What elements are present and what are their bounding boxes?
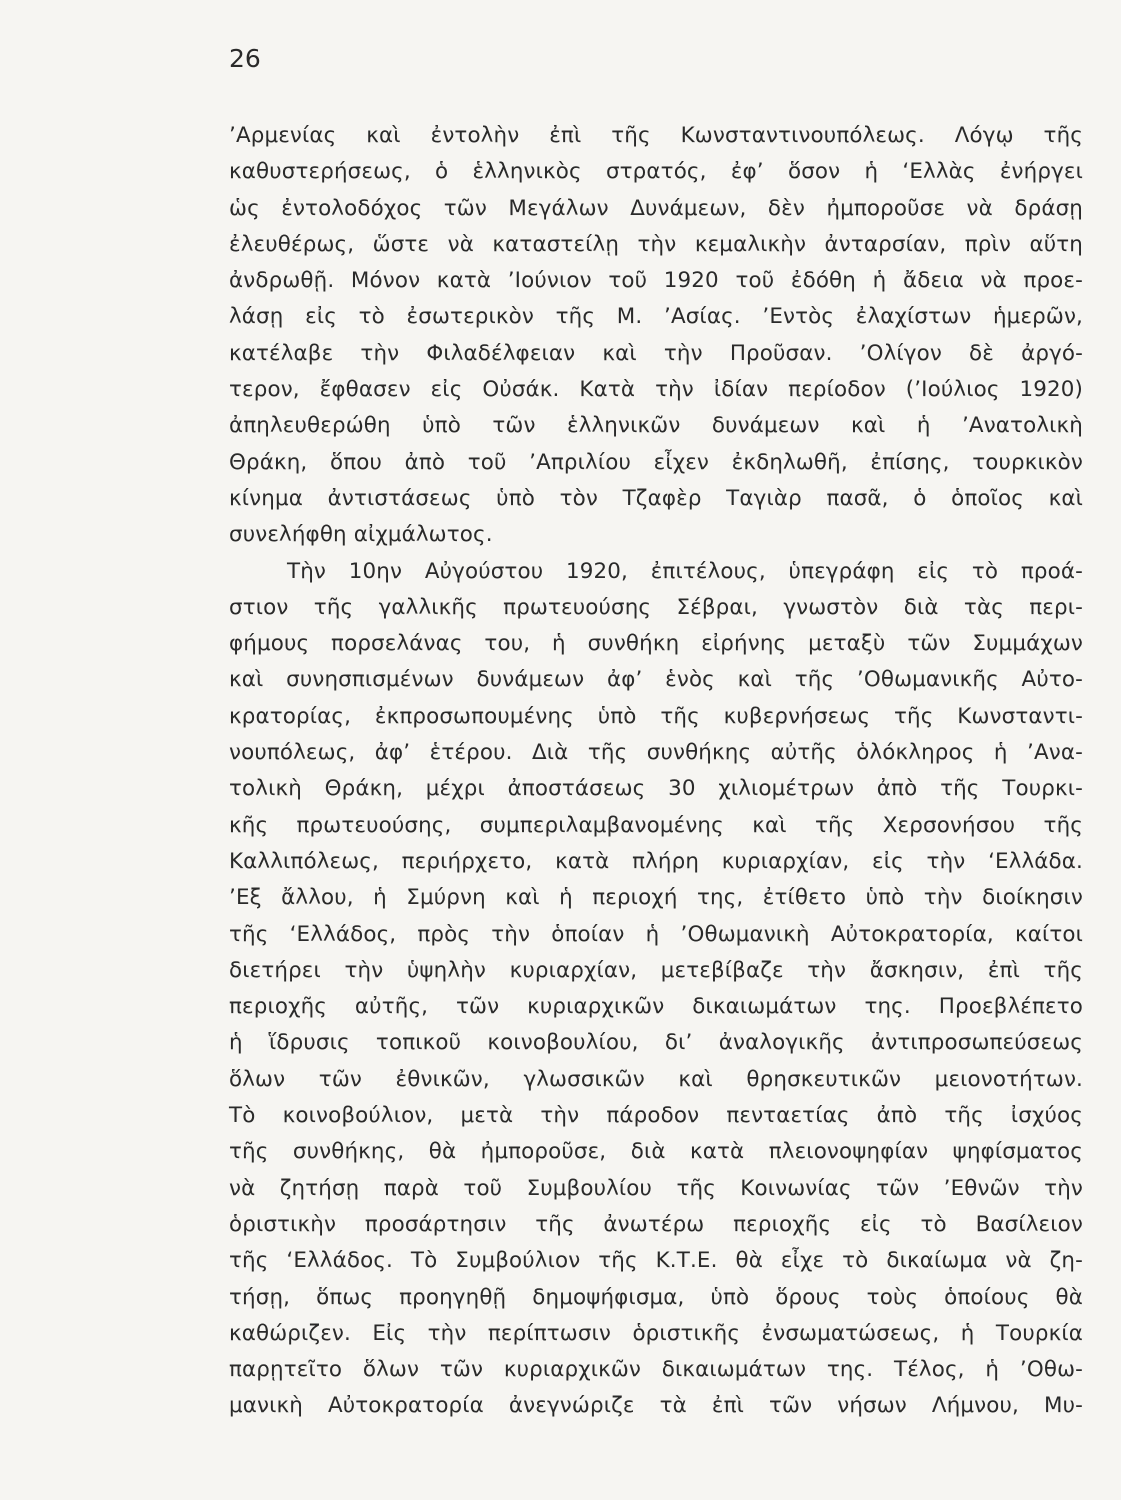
text-line: Καλλιπόλεως, περιήρχετο, κατὰ πλήρη κυριαρχίαν, εἰς τὴν ‘Ελλάδα. <box>229 848 1083 874</box>
text-line: Τὸ κοινοβούλιον, μετὰ τὴν πάροδον πενταετίας ἀπὸ τῆς ἰσχύος <box>229 1103 1083 1129</box>
text-line: κῆς πρωτευούσης, συμπεριλαμβανομένης καὶ τῆς Χερσονήσου τῆς <box>229 812 1083 838</box>
text-line: παρῃτεῖτο ὅλων τῶν κυριαρχικῶν δικαιωμάτων της. Τέλος, ἡ ’Οθω- <box>229 1357 1083 1383</box>
text-line: φήμους πορσελάνας του, ἡ συνθήκη εἰρήνης μεταξὺ τῶν Συμμάχων <box>229 631 1083 657</box>
text-line: ὡς ἐντολοδόχος τῶν Μεγάλων Δυνάμεων, δὲν ἠμποροῦσε νὰ δράσῃ <box>229 195 1083 221</box>
paragraph-start-line: Τὴν 10ην Αὐγούστου 1920, ἐπιτέλους, ὑπεγράφη εἰς τὸ προά- <box>287 558 1083 584</box>
text-line: καθυστερήσεως, ὁ ἑλληνικὸς στρατός, ἐφ’ ὅσον ἡ ‘Ελλὰς ἐνήργει <box>229 159 1083 185</box>
text-line: κρατορίας, ἐκπροσωπουμένης ὑπὸ τῆς κυβερνήσεως τῆς Κωνσταντι- <box>229 703 1083 729</box>
text-line: ’Αρμενίας καὶ ἐντολὴν ἐπὶ τῆς Κωνσταντινουπόλεως. Λόγῳ τῆς <box>229 123 1083 148</box>
page-number: 26 <box>229 44 261 73</box>
text-line: τερον, ἔφθασεν εἰς Οὐσάκ. Κατὰ τὴν ἰδίαν περίοδον (’Ιούλιος 1920) <box>229 377 1083 403</box>
text-line: περιοχῆς αὐτῆς, τῶν κυριαρχικῶν δικαιωμάτων της. Προεβλέπετο <box>229 994 1083 1020</box>
text-line: ἡ ἵδρυσις τοπικοῦ κοινοβουλίου, δι’ ἀναλογικῆς ἀντιπροσωπεύσεως <box>229 1030 1083 1056</box>
text-line <box>229 1425 1083 1461</box>
text-line: τῆς ‘Ελλάδος, πρὸς τὴν ὁποίαν ἡ ’Οθωμανικὴ Αὐτοκρατορία, καίτοι <box>229 921 1083 947</box>
body-text <box>229 118 1083 1461</box>
text-line: τῆς συνθήκης, θὰ ἠμποροῦσε, διὰ κατὰ πλειονοψηφίαν ψηφίσματος <box>229 1139 1083 1165</box>
text-line: κίνημα ἀντιστάσεως ὑπὸ τὸν Τζαφὲρ Ταγιὰρ πασᾶ, ὁ ὁποῖος καὶ <box>229 485 1083 511</box>
text-line: μανικὴ Αὐτοκρατορία ἀνεγνώριζε τὰ ἐπὶ τῶν νήσων Λήμνου, Μυ- <box>229 1393 1083 1419</box>
text-line: καὶ συνησπισμένων δυνάμεων ἀφ’ ἑνὸς καὶ τῆς ’Οθωμανικῆς Αὐτο- <box>229 667 1083 693</box>
text-line: Θράκη, ὅπου ἀπὸ τοῦ ’Απριλίου εἶχεν ἐκδηλωθῆ, ἐπίσης, τουρκικὸν <box>229 449 1083 475</box>
text-line: τήσῃ, ὅπως προηγηθῇ δημοψήφισμα, ὑπὸ ὅρους τοὺς ὁποίους θὰ <box>229 1284 1083 1310</box>
text-line: νουπόλεως, ἀφ’ ἑτέρου. Διὰ τῆς συνθήκης αὐτῆς ὁλόκληρος ἡ ’Ανα- <box>229 740 1083 766</box>
text-line: ὁριστικὴν προσάρτησιν τῆς ἀνωτέρω περιοχῆς εἰς τὸ Βασίλειον <box>229 1211 1083 1237</box>
text-line: διετήρει τὴν ὑψηλὴν κυριαρχίαν, μετεβίβαζε τὴν ἄσκησιν, ἐπὶ τῆς <box>229 957 1083 983</box>
text-line: ’Εξ ἄλλου, ἡ Σμύρνη καὶ ἡ περιοχή της, ἐτίθετο ὑπὸ τὴν διοίκησιν <box>229 885 1083 911</box>
text-line: τῆς ‘Ελλάδος. Τὸ Συμβούλιον τῆς Κ.Τ.Ε. θὰ εἶχε τὸ δικαίωμα νὰ ζη- <box>229 1248 1083 1274</box>
text-line: λάσῃ εἰς τὸ ἐσωτερικὸν τῆς Μ. ’Ασίας. ’Εντὸς ἐλαχίστων ἡμερῶν, <box>229 304 1083 330</box>
text-line: νὰ ζητήσῃ παρὰ τοῦ Συμβουλίου τῆς Κοινωνίας τῶν ’Εθνῶν τὴν <box>229 1175 1083 1201</box>
paragraph-end-line: συνελήφθη αἰχμάλωτος. <box>229 522 493 548</box>
text-line: ὅλων τῶν ἐθνικῶν, γλωσσικῶν καὶ θρησκευτικῶν μειονοτήτων. <box>229 1066 1083 1092</box>
text-line: καθώριζεν. Εἰς τὴν περίπτωσιν ὁριστικῆς ἐνσωματώσεως, ἡ Τουρκία <box>229 1320 1083 1346</box>
text-line: ἀπηλευθερώθη ὑπὸ τῶν ἑλληνικῶν δυνάμεων καὶ ἡ ’Ανατολικὴ <box>229 413 1083 439</box>
text-line: ἐλευθέρως, ὥστε νὰ καταστείλῃ τὴν κεμαλικὴν ἀνταρσίαν, πρὶν αὕτη <box>229 231 1083 257</box>
text-line: ἀνδρωθῇ. Μόνον κατὰ ’Ιούνιον τοῦ 1920 τοῦ ἐδόθη ἡ ἄδεια νὰ προε- <box>229 268 1083 294</box>
text-line: στιον τῆς γαλλικῆς πρωτευούσης Σέβραι, γνωστὸν διὰ τὰς περι- <box>229 594 1083 620</box>
text-line: κατέλαβε τὴν Φιλαδέλφειαν καὶ τὴν Προῦσαν. ’Ολίγον δὲ ἀργό- <box>229 340 1083 366</box>
text-line: τολικὴ Θράκη, μέχρι ἀποστάσεως 30 χιλιομέτρων ἀπὸ τῆς Τουρκι- <box>229 776 1083 802</box>
